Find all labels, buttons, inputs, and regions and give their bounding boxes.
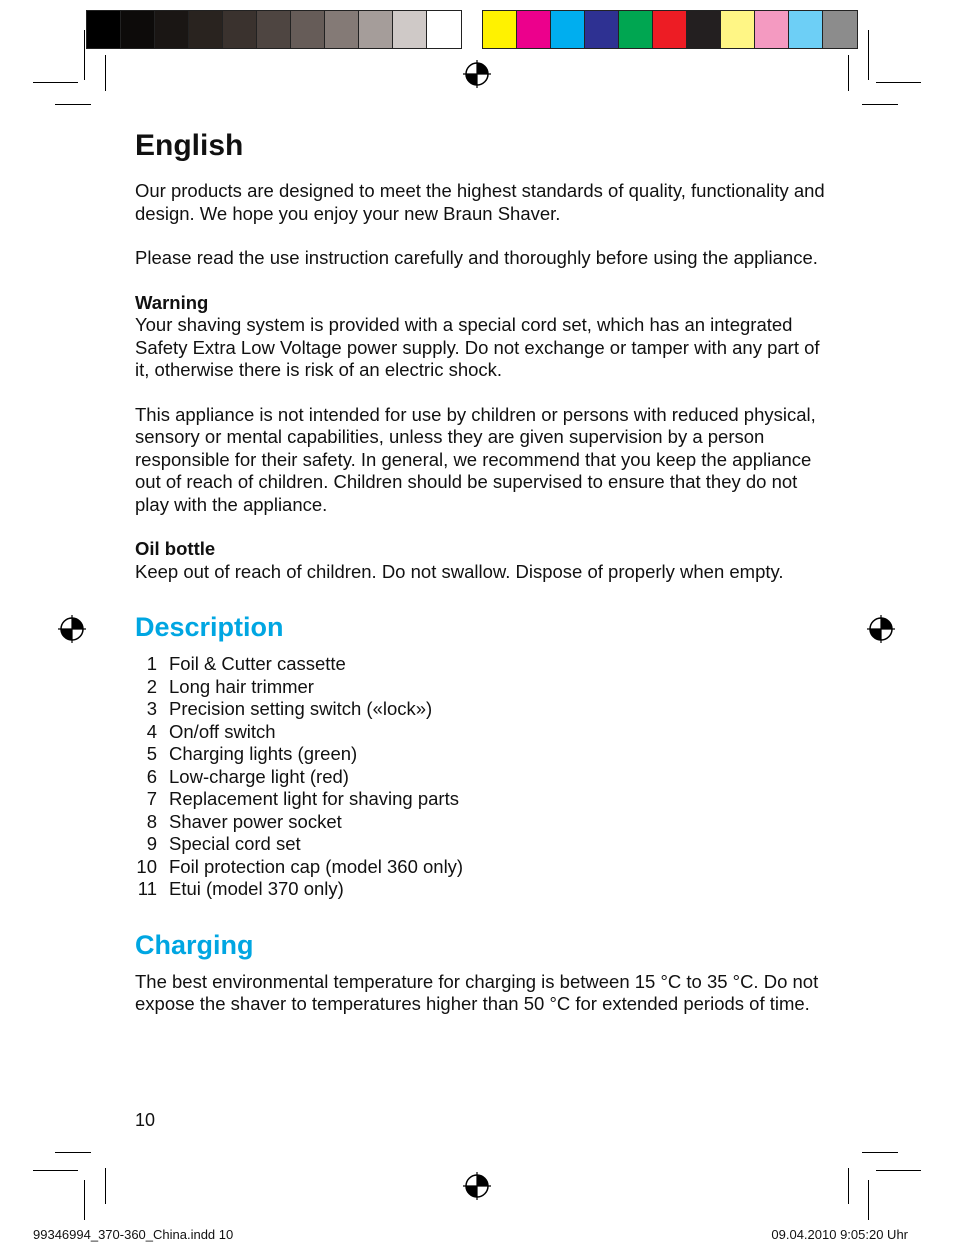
color-swatch [155,11,189,48]
crop-mark [876,82,921,83]
page-number: 10 [135,1110,156,1130]
crop-mark [33,1170,78,1171]
file-slug: 99346994_370-360_China.indd 10 [33,1227,234,1242]
supervision-paragraph: This appliance is not intended for use by children or persons with reduced physical, sensory or mental capabilities, unless they are given supervision by a person responsible for their safety. In general, we recommend that you keep the appliance out of reach of children. Children should be supervised to ensure that they do not play with the appliance. [135,403,816,515]
list-item: 9 Special cord set [146,833,301,854]
warning-heading: Warning [135,291,209,313]
crop-mark [862,104,898,105]
crop-mark [848,55,849,91]
color-swatch [427,11,461,48]
description-list [135,653,835,901]
list-item: 3 Precision setting switch («lock») [146,698,433,719]
charging-heading: Charging [135,929,254,960]
color-swatch [823,11,857,48]
color-swatch [619,11,653,48]
crop-mark [876,1170,921,1171]
color-swatch [687,11,721,48]
timestamp-slug: 09.04.2010 9:05:20 Uhr [771,1227,908,1242]
registration-mark-icon [463,1172,491,1200]
page-content [135,128,835,1016]
crop-mark [105,1168,106,1204]
intro-paragraph: Our products are designed to meet the highest standards of quality, functionality and design. We hope you enjoy your new Braun Shaver. [135,180,825,224]
list-item: 7 Replacement light for shaving parts [146,788,459,809]
crop-mark [84,30,85,80]
crop-mark [868,30,869,80]
grayscale-color-bar [86,10,462,49]
oil-bottle-paragraph: Keep out of reach of children. Do not swallow. Dispose of properly when empty. [135,560,784,582]
color-swatch [483,11,517,48]
list-item: 5 Charging lights (green) [146,743,358,764]
oil-bottle-heading: Oil bottle [135,538,216,559]
list-item: 4 On/off switch [146,720,276,742]
crop-mark [868,1180,869,1220]
list-item: 1 Foil & Cutter cassette [146,653,346,674]
registration-mark-icon [58,615,86,643]
color-swatch [393,11,427,48]
color-swatch [325,11,359,48]
crop-mark [862,1152,898,1153]
description-heading: Description [135,612,284,642]
color-swatch [223,11,257,48]
crop-mark [84,1180,85,1220]
color-swatch [585,11,619,48]
color-swatch [755,11,789,48]
color-swatch [789,11,823,48]
crop-mark [55,1152,91,1153]
warning-paragraph: Your shaving system is provided with a special cord set, which has an integrated Safety Extra Low Voltage power supply. Do not exchange or tamper with any part of it, otherwise there is risk of an electric shock. [135,314,820,380]
registration-mark-icon [867,615,895,643]
color-swatch [291,11,325,48]
color-swatch [551,11,585,48]
color-swatch [721,11,755,48]
list-item: 10 Foil protection cap (model 360 only) [136,855,464,877]
instruction-paragraph: Please read the use instruction carefully and thoroughly before using the appliance. [135,247,818,268]
color-swatch [517,11,551,48]
color-swatch [189,11,223,48]
page-title: English [135,129,244,162]
color-swatch [257,11,291,48]
color-swatch [359,11,393,48]
list-item: 6 Low-charge light (red) [146,765,349,787]
list-item: 2 Long hair trimmer [146,675,314,697]
crop-mark [33,82,78,83]
crop-mark [848,1168,849,1204]
charging-paragraph: The best environmental temperature for charging is between 15 °C to 35 °C. Do not expose the shaver to temperatures higher than 50 °C for extended periods of time. [135,970,819,1014]
color-swatch [121,11,155,48]
registration-mark-icon [463,60,491,88]
list-item: 11 Etui (model 370 only) [137,878,344,899]
crop-mark [55,104,91,105]
list-item: 8 Shaver power socket [146,810,342,832]
color-swatch [87,11,121,48]
crop-mark [105,55,106,91]
process-color-bar [482,10,858,49]
color-swatch [653,11,687,48]
